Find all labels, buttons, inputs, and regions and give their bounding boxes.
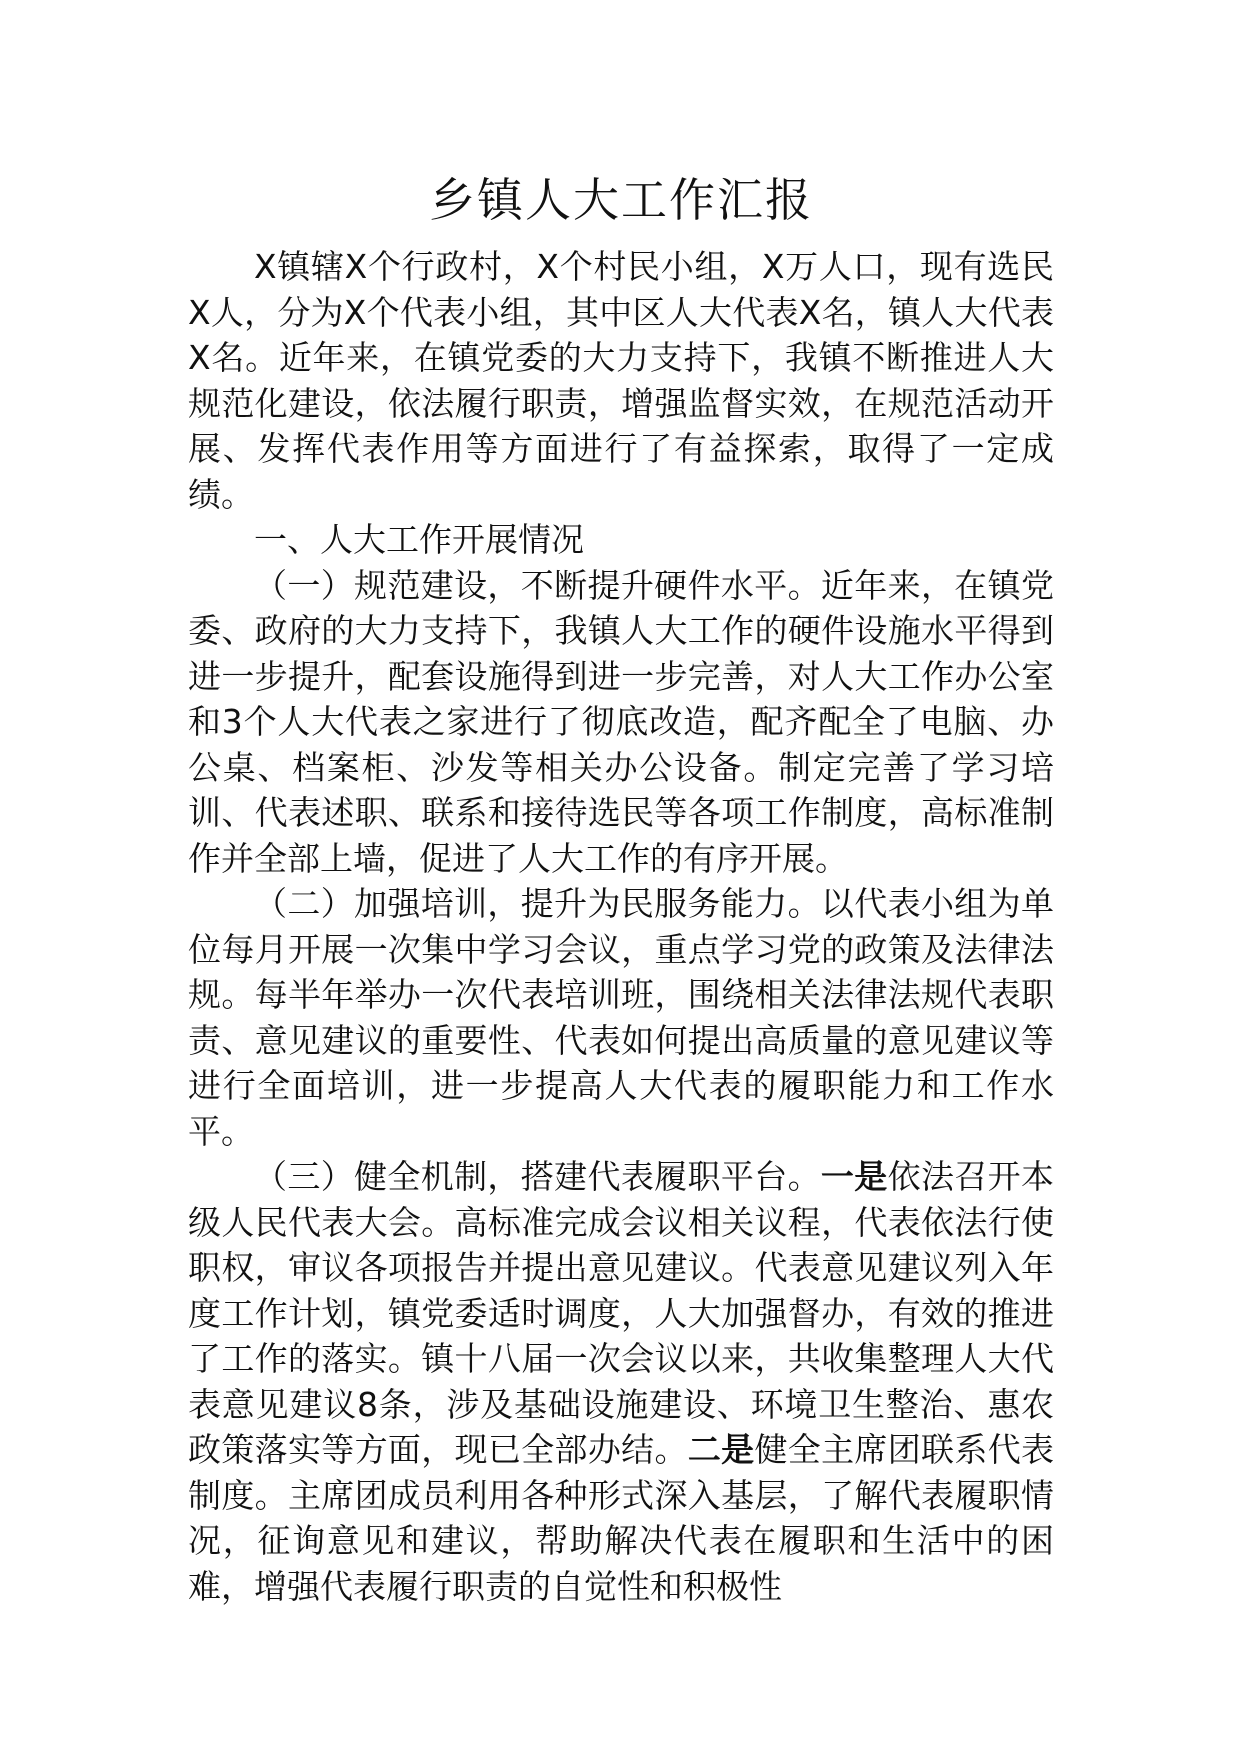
intro-paragraph: X镇辖X个行政村，X个村民小组，X万人口，现有选民X人，分为X个代表小组，其中区人大代表X名，镇人大代表X名。近年来，在镇党委的大力支持下，我镇不断推进人大规范化建设，依法履行职责，增强监督实效，在规范活动开展、发挥代表作用等方面进行了有益探索，取得了一定成绩。 bbox=[188, 247, 1054, 514]
bold-marker-first: 一是 bbox=[820, 1157, 888, 1196]
paragraph-mechanism-body-2: 健全主席团联系代表制度。主席团成员利用各种形式深入基层，了解代表履职情况，征询意见和建议，帮助解决代表在履职和生活中的困难，增强代表履行职责的自觉性和积极性 bbox=[188, 1430, 1055, 1606]
paragraph-training: （二）加强培训，提升为民服务能力。以代表小组为单位每月开展一次集中学习会议，重点学习党的政策及法律法规。每半年举办一次代表培训班，围绕相关法律法规代表职责、意见建议的重要性、代表如何提出高质量的意见建议等进行全面培训，进一步提高人大代表的履职能力和工作水平。 bbox=[188, 884, 1054, 1151]
document-title: 乡镇人大工作汇报 bbox=[429, 173, 813, 227]
paragraph-hardware: （一）规范建设，不断提升硬件水平。近年来，在镇党委、政府的大力支持下，我镇人大工作的硬件设施水平得到进一步提升，配套设施得到进一步完善，对人大工作办公室和3个人大代表之家进行了彻底改造，配齐配全了电脑、办公桌、档案柜、沙发等相关办公设备。制定完善了学习培训、代表述职、联系和接待选民等各项工作制度，高标准制作并全部上墙，促进了人大工作的有序开展。 bbox=[188, 565, 1054, 878]
paragraph-mechanism bbox=[188, 1154, 1054, 1609]
paragraph-mechanism-lead: （三）健全机制，搭建代表履职平台。 bbox=[254, 1157, 821, 1196]
bold-marker-second: 二是 bbox=[687, 1430, 755, 1469]
section-heading: 一、人大工作开展情况 bbox=[254, 520, 584, 559]
document-page bbox=[188, 160, 1054, 1609]
paragraph-mechanism-body-1: 依法召开本级人民代表大会。高标准完成会议相关议程，代表依法行使职权，审议各项报告并提出意见建议。代表意见建议列入年度工作计划，镇党委适时调度，人大加强督办，有效的推进了工作的落实。镇十八届一次会议以来，共收集整理人大代表意见建议8条，涉及基础设施建设、环境卫生整治、惠农政策落实等方面，现已全部办结。 bbox=[188, 1157, 1055, 1469]
